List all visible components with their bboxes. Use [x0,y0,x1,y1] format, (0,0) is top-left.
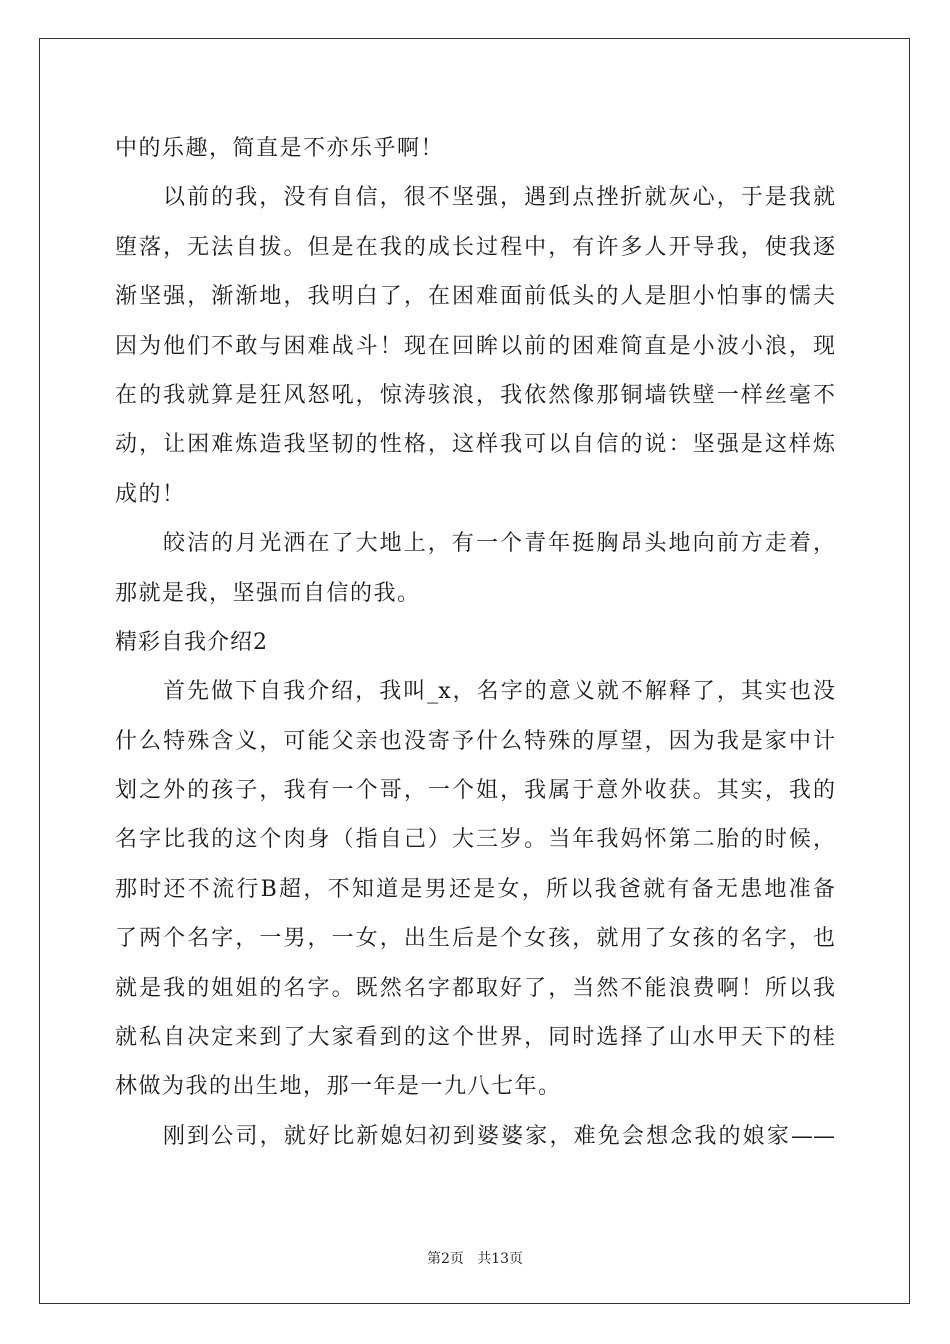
text-line: 渐坚强，渐渐地，我明白了，在困难面前低头的人是胆小怕事的懦夫 [115,284,835,310]
text-line: 皎洁的月光洒在了大地上，有一个青年挺胸昂头地向前方走着， [163,531,835,557]
text-line: 在的我就算是狂风怒吼，惊涛骇浪，我依然像那铜墙铁壁一样丝毫不 [115,382,835,408]
text-line: 首先做下自我介绍，我叫_x，名字的意义就不解释了，其实也没 [163,679,835,705]
text-line: 成的！ [115,481,186,507]
text-line: 就是我的姐姐的名字。既然名字都取好了，当然不能浪费啊！所以我 [115,975,835,1001]
text-line: 刚到公司，就好比新媳妇初到婆婆家，难免会想念我的娘家—— [163,1123,835,1149]
page-number: 第2页 共13页 [426,1251,524,1267]
text-line: 中的乐趣，简直是不亦乐乎啊！ [115,136,445,161]
text-line: 堕落，无法自拔。但是在我的成长过程中，有许多人开导我，使我逐 [115,234,835,260]
text-line: 林做为我的出生地，那一年是一九八七年。 [115,1074,562,1100]
text-line: 划之外的孩子，我有一个哥，一个姐，我属于意外收获。其实，我的 [115,778,835,804]
text-line: 以前的我，没有自信，很不坚强，遇到点挫折就灰心，于是我就 [163,185,835,211]
section-heading: 精彩自我介绍2 [115,629,268,655]
text-line: 那就是我，坚强而自信的我。 [115,580,421,606]
text-line: 就私自决定来到了大家看到的这个世界，同时选择了山水甲天下的桂 [115,1025,835,1051]
text-line: 名字比我的这个肉身（指自己）大三岁。当年我妈怀第二胎的时候， [115,827,835,853]
text-line: 了两个名字，一男，一女，出生后是个女孩，就用了女孩的名字，也 [115,926,835,952]
text-line: 什么特殊含义，可能父亲也没寄予什么特殊的厚望，因为我是家中计 [115,728,835,754]
text-line: 因为他们不敢与困难战斗！现在回眸以前的困难简直是小波小浪，现 [115,333,835,359]
text-line: 那时还不流行B超，不知道是男还是女，所以我爸就有备无患地准备 [115,876,835,902]
text-line: 动，让困难炼造我坚韧的性格，这样我可以自信的说：坚强是这样炼 [115,432,835,458]
document-body [115,124,835,1161]
